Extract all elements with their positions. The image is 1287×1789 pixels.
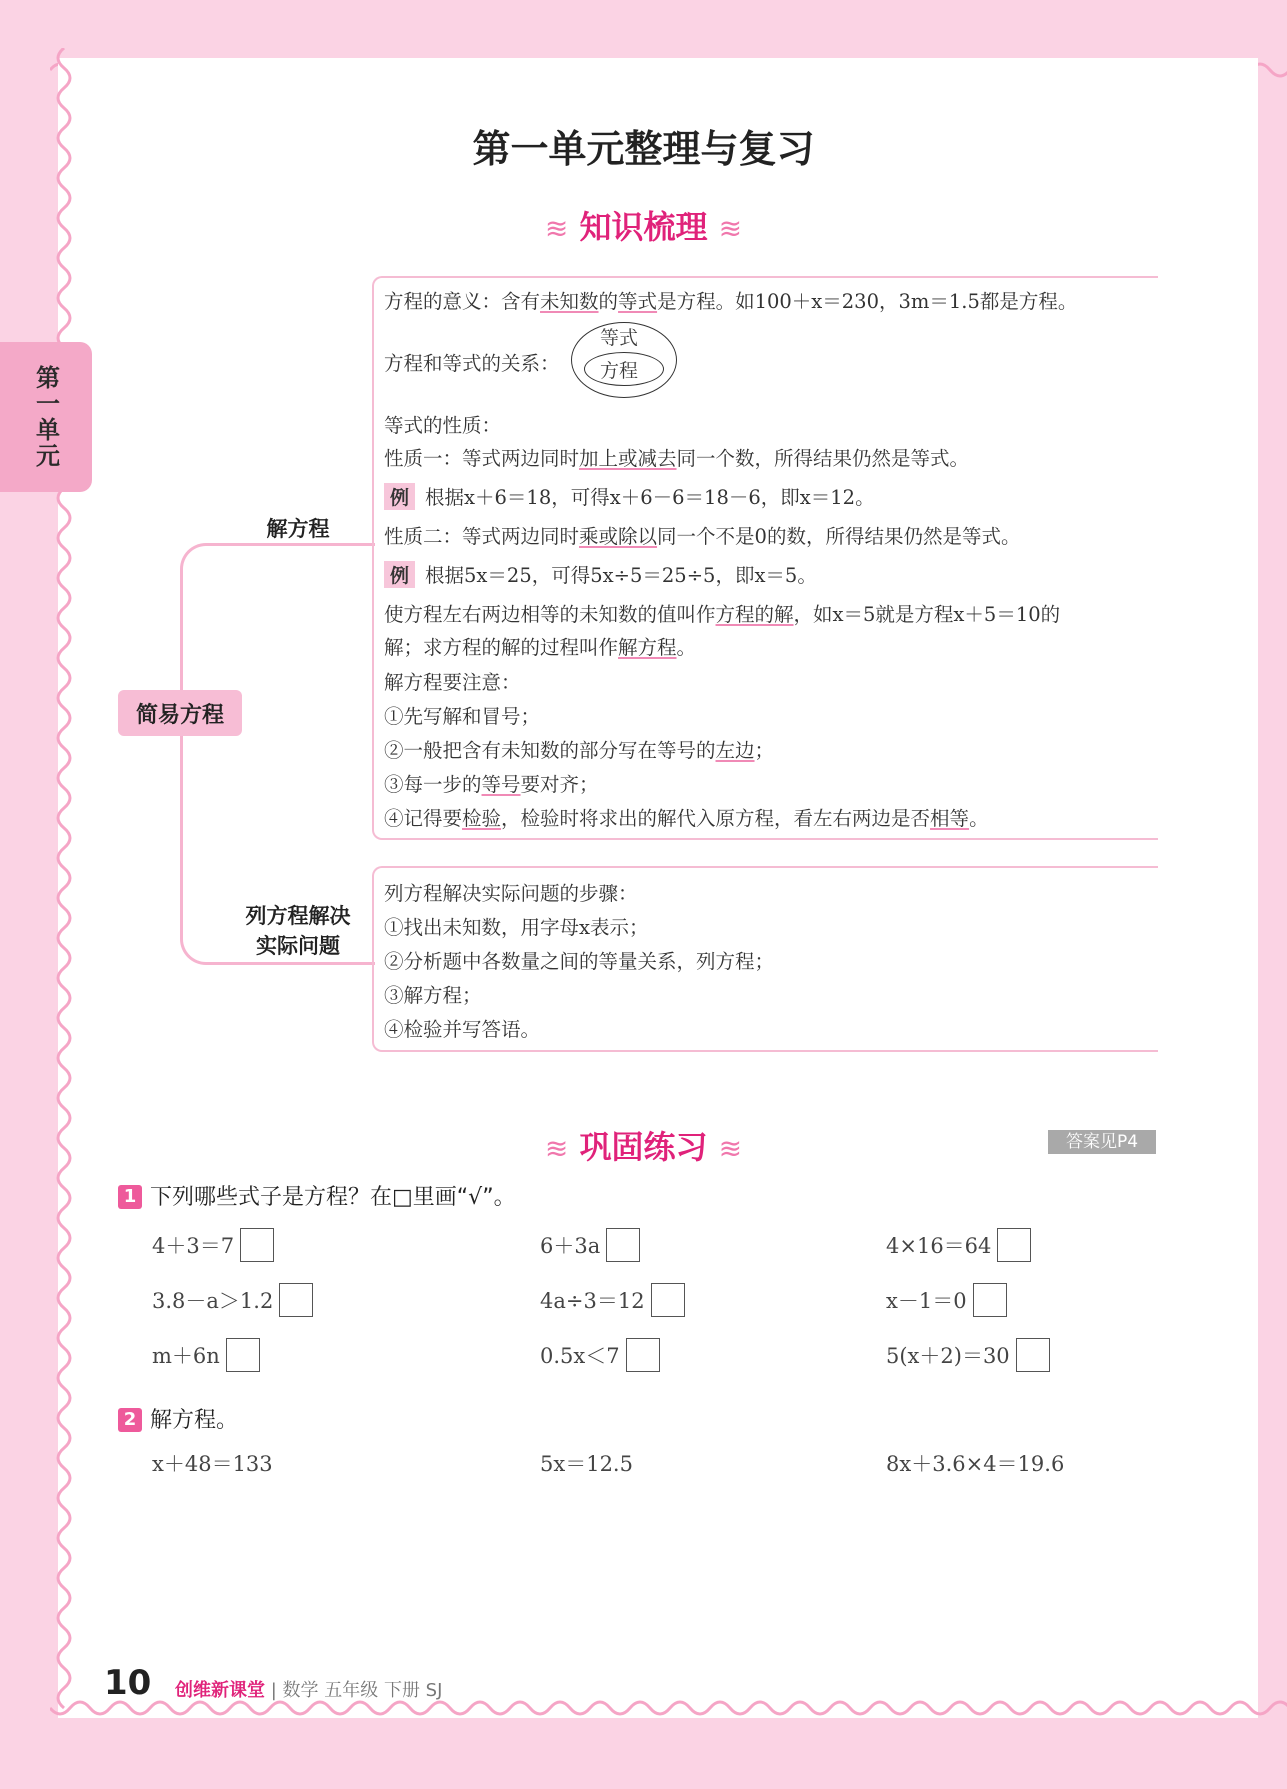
page-title: 第一单元整理与复习 xyxy=(472,127,815,171)
text-segment: ③每一步的 xyxy=(384,773,482,796)
question-1 xyxy=(118,1180,516,1211)
text-segment: 要对齐； xyxy=(520,773,599,796)
answer-checkbox[interactable] xyxy=(606,1228,640,1262)
ellipse-inner-label: 方程 xyxy=(600,360,639,382)
property-two xyxy=(384,521,1020,549)
q1-expression: x－1＝0 xyxy=(886,1289,967,1313)
text-segment: 是方程。如100＋x＝230，3m＝1.5都是方程。 xyxy=(657,290,1078,313)
highlight-add-subtract: 加上或减去 xyxy=(579,447,677,470)
solution-definition-line2 xyxy=(384,632,696,660)
q1-expression: 0.5x＜7 xyxy=(540,1344,620,1368)
branch-label-word-problems-line2: 实际问题 xyxy=(256,934,340,958)
branch-label-solve-equation: 解方程 xyxy=(266,517,330,541)
answer-checkbox[interactable] xyxy=(240,1228,274,1262)
footer-book-info xyxy=(175,1676,442,1702)
q1-item xyxy=(540,1283,685,1317)
q2-equation: 8x＋3.6×4＝19.6 xyxy=(886,1452,1065,1476)
highlight-left: 左边 xyxy=(715,739,755,762)
q1-expression: 3.8－a＞1.2 xyxy=(152,1289,274,1313)
text-segment: ，检验时将求出的解代入原方程，看左右两边是否 xyxy=(501,807,931,830)
note-item-4 xyxy=(384,803,989,831)
question-2 xyxy=(118,1403,238,1434)
equation-definition xyxy=(384,286,1077,314)
question-number-badge: 2 xyxy=(118,1408,142,1432)
question-1-text: 下列哪些式子是方程？在□里画“√”。 xyxy=(150,1185,516,1210)
highlight-unknown: 未知数 xyxy=(540,290,599,313)
highlight-equality: 等式 xyxy=(618,290,658,313)
answer-checkbox[interactable] xyxy=(973,1283,1007,1317)
text-segment: 的 xyxy=(598,290,619,313)
tree-branch-upper xyxy=(180,543,375,696)
example-two xyxy=(384,560,817,588)
answer-checkbox[interactable] xyxy=(997,1228,1031,1262)
step-item-4: ④检验并写答语。 xyxy=(384,1018,541,1041)
q1-expression: m＋6n xyxy=(152,1344,220,1368)
page-number: 10 xyxy=(104,1663,152,1703)
highlight-check: 检验 xyxy=(462,807,502,830)
q1-item xyxy=(886,1283,1007,1317)
text-segment: 同一个数，所得结果仍然是等式。 xyxy=(676,447,970,470)
text-segment: ，如x＝5就是方程x＋5＝10的 xyxy=(793,603,1061,626)
branch-label-word-problems xyxy=(232,900,364,960)
unit-side-tab-label: 第一单元 xyxy=(31,365,60,469)
q1-expression: 5(x＋2)＝30 xyxy=(886,1344,1010,1368)
main-topic-node: 简易方程 xyxy=(118,690,242,736)
section-heading-knowledge-title: 知识梳理 xyxy=(579,208,708,246)
answer-checkbox[interactable] xyxy=(626,1338,660,1372)
question-2-text: 解方程。 xyxy=(150,1408,239,1433)
wave-decoration-icon: ≋ xyxy=(544,1132,569,1165)
text-segment: 同一个不是0的数，所得结果仍然是等式。 xyxy=(657,525,1021,548)
notes-heading: 解方程要注意： xyxy=(384,671,521,694)
step-item-3: ③解方程； xyxy=(384,984,482,1007)
text-segment: ④记得要 xyxy=(384,807,463,830)
q2-equation: x＋48＝133 xyxy=(152,1452,273,1476)
footer-brand: 创维新课堂 xyxy=(175,1680,265,1701)
text-segment: 解；求方程的解的过程叫作 xyxy=(384,636,619,659)
q1-item xyxy=(152,1338,260,1372)
answer-reference-tag: 答案见P4 xyxy=(1048,1130,1156,1154)
text-segment: 性质二：等式两边同时 xyxy=(384,525,580,548)
highlight-equal: 相等 xyxy=(930,807,970,830)
section-heading-knowledge xyxy=(0,202,1287,248)
note-item-3 xyxy=(384,769,599,797)
highlight-solution: 方程的解 xyxy=(715,603,794,626)
text-segment: 根据5x＝25，可得5x÷5＝25÷5，即x＝5。 xyxy=(425,564,817,587)
answer-checkbox[interactable] xyxy=(279,1283,313,1317)
q1-item xyxy=(152,1228,274,1262)
q1-expression: 6＋3a xyxy=(540,1234,601,1258)
solution-definition-line1 xyxy=(384,599,1060,627)
text-segment: 。 xyxy=(969,807,989,830)
text-segment: 。 xyxy=(676,636,697,659)
question-number-badge: 1 xyxy=(118,1185,142,1209)
unit-side-tab xyxy=(0,342,92,492)
note-item-2 xyxy=(384,735,774,763)
answer-checkbox[interactable] xyxy=(226,1338,260,1372)
text-segment: ； xyxy=(754,739,775,762)
properties-heading: 等式的性质： xyxy=(384,414,502,437)
note-item-1: ①先写解和冒号； xyxy=(384,705,541,728)
q1-expression: 4＋3＝7 xyxy=(152,1234,235,1258)
q1-item xyxy=(152,1283,313,1317)
text-segment: 使方程左右两边相等的未知数的值叫作 xyxy=(384,603,716,626)
relation-label: 方程和等式的关系： xyxy=(384,352,560,375)
text-segment: 性质一：等式两边同时 xyxy=(384,447,580,470)
q1-expression: 4a÷3＝12 xyxy=(540,1289,645,1313)
step-item-1: ①找出未知数，用字母x表示； xyxy=(384,916,649,939)
q1-expression: 4×16＝64 xyxy=(886,1234,992,1258)
q1-item xyxy=(886,1228,1031,1262)
wave-decoration-icon: ≋ xyxy=(718,1132,743,1165)
q2-equation: 5x＝12.5 xyxy=(540,1452,633,1476)
q1-item xyxy=(886,1338,1050,1372)
ellipse-outer-label: 等式 xyxy=(600,327,639,349)
q1-item xyxy=(540,1228,640,1262)
footer-details: | 数学 五年级 下册 SJ xyxy=(270,1680,443,1701)
highlight-multiply-divide: 乘或除以 xyxy=(579,525,658,548)
property-one xyxy=(384,443,969,471)
branch-label-word-problems-line1: 列方程解决 xyxy=(245,904,351,928)
wave-decoration-icon: ≋ xyxy=(718,212,743,245)
section-heading-practice-title: 巩固练习 xyxy=(579,1128,708,1166)
example-one xyxy=(384,482,875,510)
wave-decoration-icon: ≋ xyxy=(544,212,569,245)
step-item-2: ②分析题中各数量之间的等量关系，列方程； xyxy=(384,950,775,973)
q1-item xyxy=(540,1338,660,1372)
answer-checkbox[interactable] xyxy=(1016,1338,1050,1372)
highlight-solving: 解方程 xyxy=(618,636,677,659)
text-segment: 根据x＋6＝18，可得x＋6－6＝18－6，即x＝12。 xyxy=(425,486,875,509)
text-segment: 方程的意义：含有 xyxy=(384,290,541,313)
steps-heading: 列方程解决实际问题的步骤： xyxy=(384,882,638,905)
example-badge: 例 xyxy=(384,483,415,510)
example-badge: 例 xyxy=(384,561,415,588)
answer-checkbox[interactable] xyxy=(651,1283,685,1317)
highlight-equal-sign: 等号 xyxy=(481,773,521,796)
text-segment: ②一般把含有未知数的部分写在等号的 xyxy=(384,739,716,762)
